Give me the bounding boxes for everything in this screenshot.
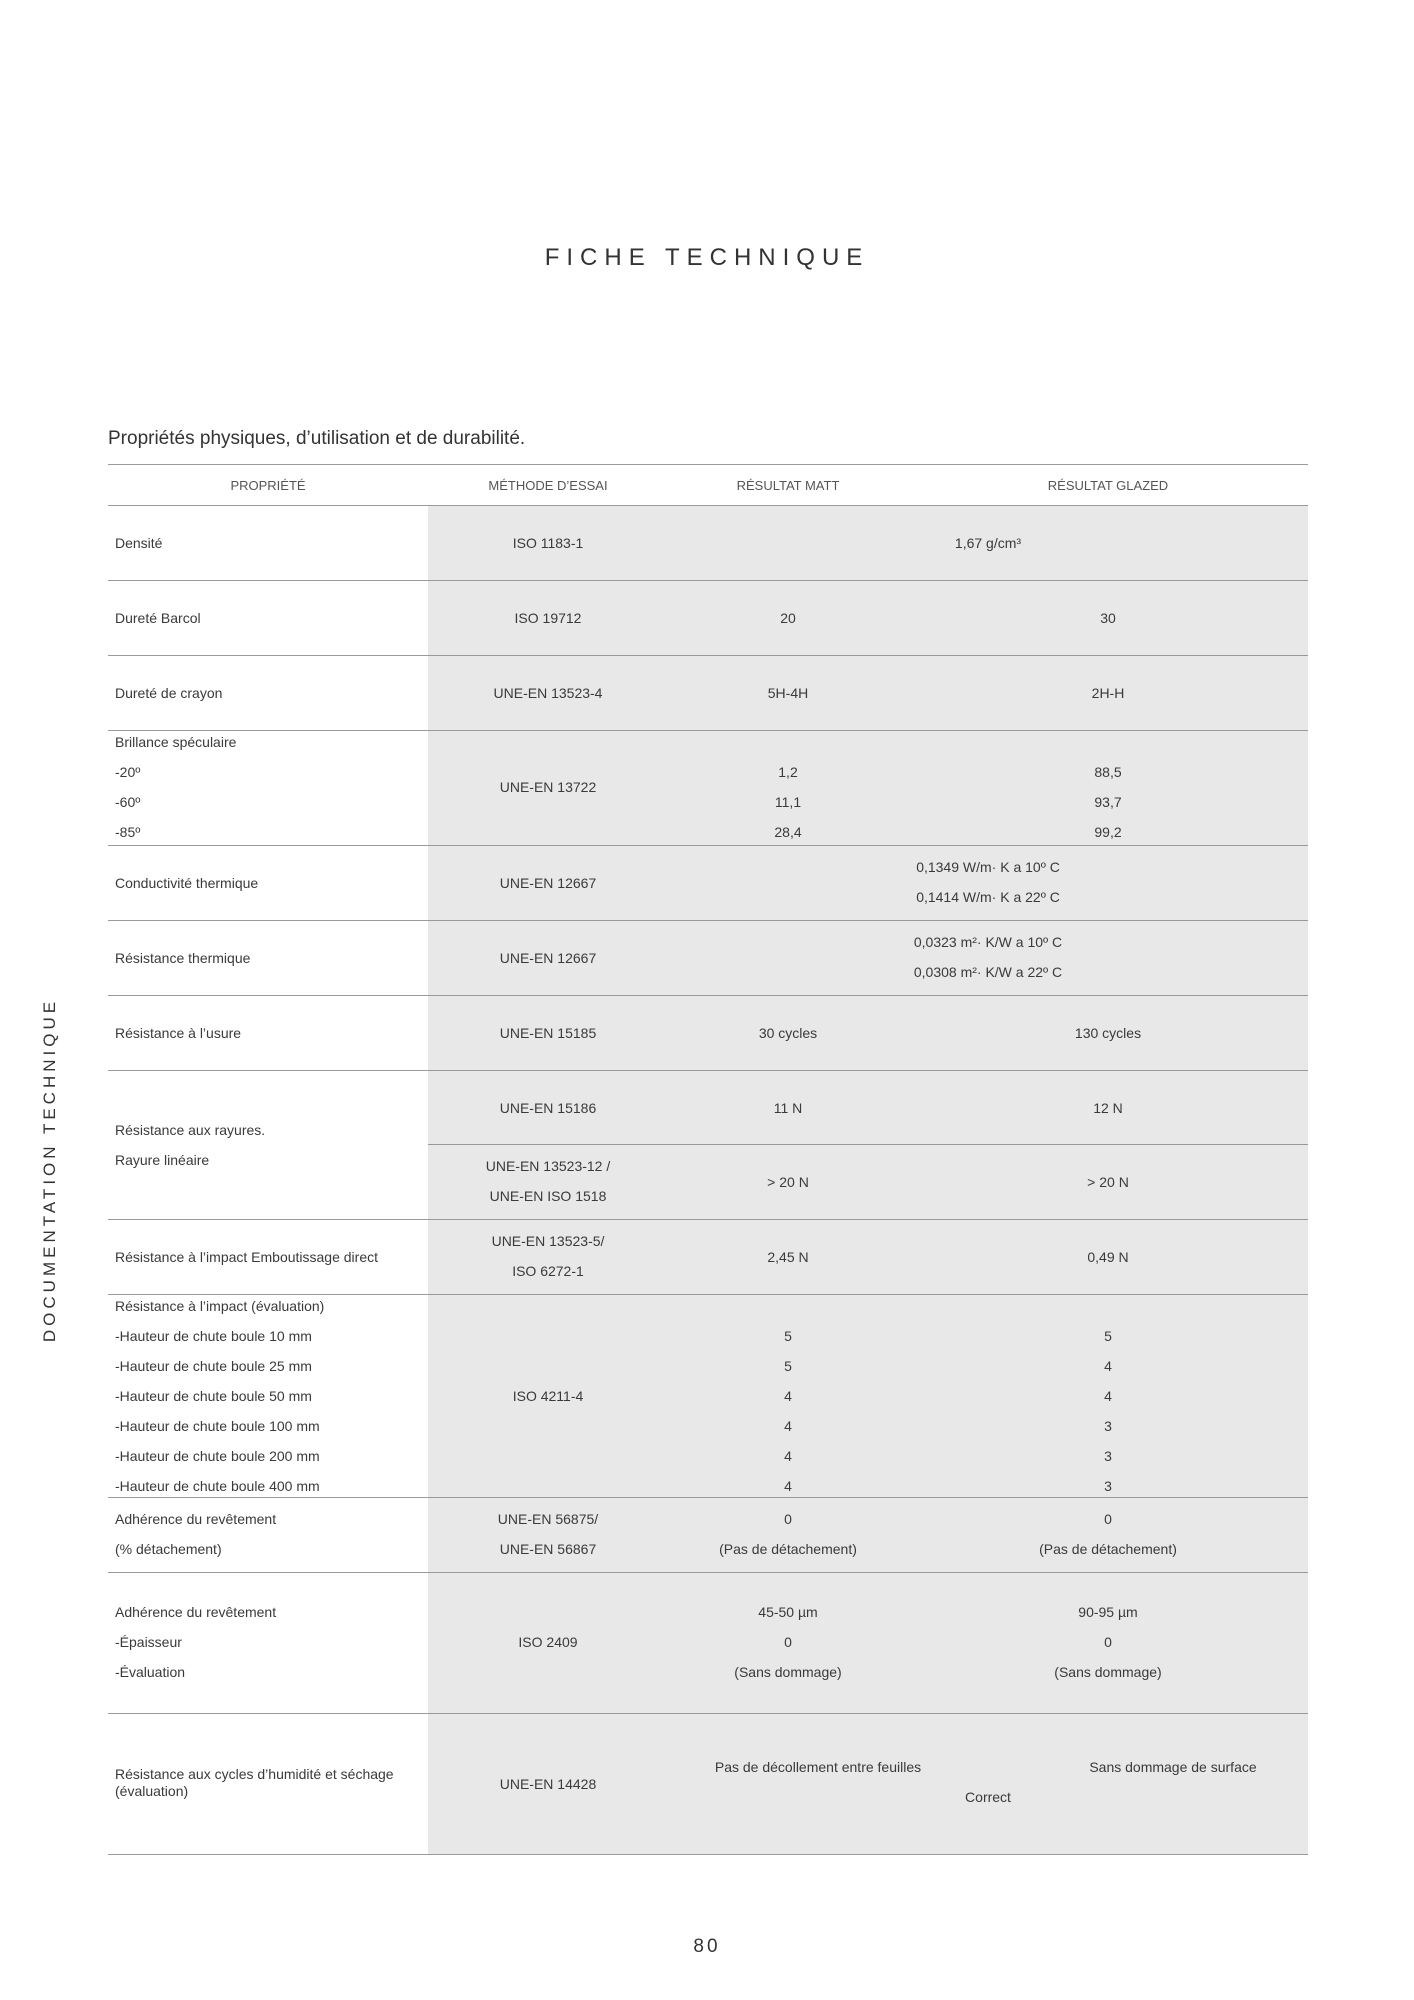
properties-table	[108, 464, 1308, 1855]
result-glazed-cell: Sans dommage de surface	[1089, 1759, 1257, 1775]
result-glazed-cell: 5	[1104, 1328, 1112, 1344]
table-row-humidite	[108, 1714, 1308, 1855]
property-label: Résistance à l’impact Emboutissage direct	[115, 1249, 379, 1265]
method-cell: ISO 1183-1	[512, 535, 584, 551]
result-glazed-cell: (Pas de détachement)	[1039, 1541, 1177, 1557]
result-matt-cell: 0	[784, 1511, 792, 1527]
method-cell: UNE-EN 15185	[499, 1025, 597, 1041]
property-label: Adhérence du revêtement	[115, 1604, 277, 1620]
table-row-conductivite	[108, 846, 1308, 921]
result-cell-shared: 1,67 g/cm³	[954, 535, 1022, 551]
result-matt-cell: 5H-4H	[767, 685, 809, 701]
result-matt-cell: 4	[784, 1448, 792, 1464]
result-matt-cell: 20	[780, 610, 796, 626]
result-glazed-cell: 0	[1104, 1634, 1112, 1650]
result-cell-shared: 0,1349 W/m· K a 10º C	[916, 859, 1060, 875]
page-number: 80	[693, 1936, 721, 1957]
column-header-matt: RÉSULTAT MATT	[736, 477, 840, 493]
result-matt-cell: 5	[784, 1328, 792, 1344]
property-label: Résistance à l’usure	[115, 1025, 242, 1041]
property-sublabel: -Évaluation	[115, 1664, 186, 1680]
result-matt-cell: 11,1	[774, 794, 802, 810]
result-matt-cell: 4	[784, 1418, 792, 1434]
table-row-crayon	[108, 656, 1308, 731]
method-cell: UNE-EN 13523-4	[493, 685, 603, 701]
table-subtitle: Propriétés physiques, d’utilisation et de durabilité.	[108, 428, 526, 449]
method-cell: ISO 2409	[518, 1634, 578, 1650]
result-glazed-cell: 30	[1100, 610, 1116, 626]
property-sublabel: -85º	[115, 824, 141, 840]
method-cell: UNE-EN 12667	[499, 875, 597, 891]
property-label: Résistance à l’impact (évaluation)	[115, 1298, 325, 1314]
property-sublabel: -Hauteur de chute boule 50 mm	[115, 1388, 312, 1404]
result-matt-cell: 45-50 µm	[758, 1604, 818, 1620]
result-glazed-cell: 4	[1104, 1358, 1112, 1374]
result-matt-cell: 30 cycles	[758, 1025, 818, 1041]
property-label: Conductivité thermique	[115, 875, 259, 891]
property-sublabel: -Hauteur de chute boule 25 mm	[115, 1358, 312, 1374]
result-matt-cell: 5	[784, 1358, 792, 1374]
table-row-brillance	[108, 731, 1308, 846]
property-label: Résistance aux cycles d’humidité et séchage	[115, 1766, 394, 1782]
property-sublabel: Rayure linéaire	[115, 1152, 210, 1168]
property-sublabel: -20º	[115, 764, 141, 780]
result-matt-cell: (Sans dommage)	[734, 1664, 842, 1680]
result-matt-cell: 2,45 N	[767, 1249, 809, 1265]
result-glazed-cell: (Sans dommage)	[1054, 1664, 1162, 1680]
result-matt-cell: Pas de décollement entre feuilles	[714, 1759, 922, 1775]
column-header-glazed: RÉSULTAT GLAZED	[1047, 477, 1169, 493]
result-glazed-cell: 0,49 N	[1087, 1249, 1129, 1265]
method-cell: ISO 6272-1	[512, 1263, 584, 1279]
result-glazed-cell: 130 cycles	[1074, 1025, 1142, 1041]
property-label: Dureté Barcol	[115, 610, 201, 626]
result-glazed-cell: 3	[1104, 1418, 1112, 1434]
table-row-rayures	[108, 1071, 1308, 1220]
side-section-label: DOCUMENTATION TECHNIQUE	[40, 997, 59, 1343]
page-title: FICHE TECHNIQUE	[544, 244, 870, 271]
result-glazed-cell: 12 N	[1093, 1100, 1123, 1116]
method-cell: UNE-EN 12667	[499, 950, 597, 966]
result-glazed-cell: 90-95 µm	[1078, 1604, 1138, 1620]
property-label: Brillance spéculaire	[115, 734, 237, 750]
property-sublabel: -60º	[115, 794, 141, 810]
result-glazed-cell: 93,7	[1094, 794, 1122, 810]
table-row-impact-direct	[108, 1220, 1308, 1295]
result-glazed-cell: 3	[1104, 1478, 1112, 1494]
result-matt-cell: 28,4	[774, 824, 802, 840]
method-cell: UNE-EN 56867	[499, 1541, 597, 1557]
result-matt-cell: 4	[784, 1478, 792, 1494]
column-header-propriete: PROPRIÉTÉ	[230, 477, 306, 493]
property-sublabel: -Hauteur de chute boule 200 mm	[115, 1448, 320, 1464]
sub-row-divider	[428, 1144, 1308, 1145]
table-row-densite	[108, 506, 1308, 581]
result-matt-cell: (Pas de détachement)	[719, 1541, 857, 1557]
method-cell: UNE-EN ISO 1518	[489, 1188, 607, 1204]
property-label: Dureté de crayon	[115, 685, 223, 701]
property-sublabel: -Hauteur de chute boule 100 mm	[115, 1418, 320, 1434]
method-cell: ISO 19712	[514, 610, 582, 626]
property-label: Densité	[115, 535, 163, 551]
result-cell-shared: 0,0323 m²· K/W a 10º C	[913, 934, 1063, 950]
table-row-adherence-detachement	[108, 1498, 1308, 1573]
result-cell-shared: 0,0308 m²· K/W a 22º C	[913, 964, 1063, 980]
property-sublabel: -Épaisseur	[115, 1634, 182, 1650]
table-header	[108, 464, 1308, 506]
result-glazed-cell: 2H-H	[1091, 685, 1125, 701]
table-row-adherence-epaisseur	[108, 1573, 1308, 1714]
table-row-usure	[108, 996, 1308, 1071]
result-cell-shared: Correct	[965, 1789, 1011, 1805]
result-glazed-cell: 99,2	[1094, 824, 1122, 840]
result-glazed-cell: 88,5	[1094, 764, 1122, 780]
table-row-barcol	[108, 581, 1308, 656]
table-row-resistance-thermique	[108, 921, 1308, 996]
result-matt-cell: 11 N	[773, 1100, 803, 1116]
method-cell: UNE-EN 14428	[499, 1776, 597, 1792]
property-sublabel: -Hauteur de chute boule 10 mm	[115, 1328, 312, 1344]
method-cell: UNE-EN 56875/	[497, 1511, 599, 1527]
property-sublabel: -Hauteur de chute boule 400 mm	[115, 1478, 320, 1494]
result-matt-cell: 4	[784, 1388, 792, 1404]
result-glazed-cell: 4	[1104, 1388, 1112, 1404]
result-glazed-cell: 0	[1104, 1511, 1112, 1527]
result-matt-cell: 1,2	[778, 764, 798, 780]
property-sublabel: (évaluation)	[115, 1783, 189, 1799]
property-label: Résistance aux rayures.	[115, 1122, 266, 1138]
method-cell: UNE-EN 15186	[499, 1100, 597, 1116]
column-header-methode: MÉTHODE D’ESSAI	[488, 477, 608, 493]
property-label: Adhérence du revêtement	[115, 1511, 277, 1527]
method-cell: UNE-EN 13523-5/	[491, 1233, 605, 1249]
result-matt-cell: > 20 N	[767, 1174, 809, 1190]
result-cell-shared: 0,1414 W/m· K a 22º C	[916, 889, 1060, 905]
method-cell: ISO 4211-4	[512, 1388, 584, 1404]
result-matt-cell: 0	[784, 1634, 792, 1650]
result-glazed-cell: 3	[1104, 1448, 1112, 1464]
result-glazed-cell: > 20 N	[1087, 1174, 1129, 1190]
method-cell: UNE-EN 13523-12 /	[485, 1158, 611, 1174]
table-row-impact-evaluation	[108, 1295, 1308, 1498]
method-cell: UNE-EN 13722	[499, 779, 597, 795]
property-label: Résistance thermique	[115, 950, 251, 966]
property-sublabel: (% détachement)	[115, 1541, 222, 1557]
